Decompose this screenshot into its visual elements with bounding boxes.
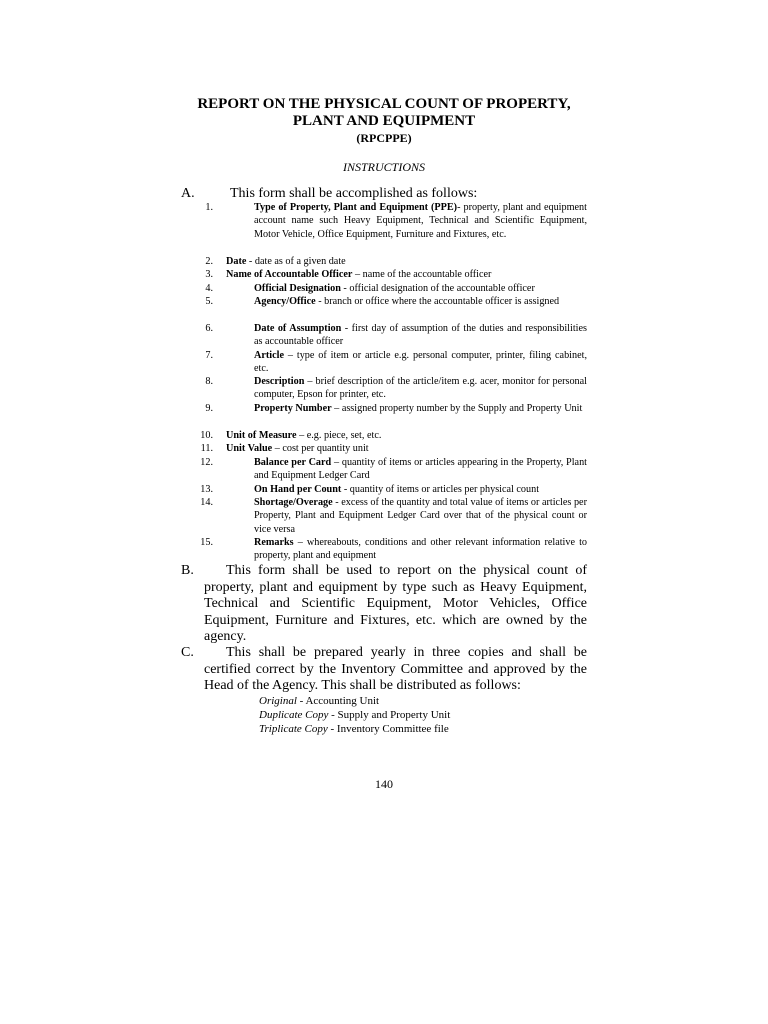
item-term: Date of Assumption (254, 323, 342, 334)
item-description: type of item or article e.g. personal computer, printer, filing cabinet, etc. (254, 350, 587, 375)
item-separator: – (283, 350, 297, 361)
item-number: 8. (205, 376, 213, 387)
item-body (226, 442, 588, 455)
item-separator: – (331, 403, 342, 414)
item-body (254, 536, 587, 563)
copy-recipient: Inventory Committee file (336, 723, 449, 735)
item-description: excess of the quantity and total value of items or articles per Property, Plant and Equipment Ledger Card over that of the physical count or vice versa (254, 497, 587, 535)
item-term: Official Designation (254, 283, 341, 294)
copy-name: Triplicate Copy (259, 723, 328, 735)
section-b-letter: B. (181, 563, 194, 578)
item-number: 4. (205, 283, 213, 294)
item-term: Type of Property, Plant and Equipment (PPE) (254, 202, 458, 213)
item-description: official designation of the accountable officer (349, 283, 535, 294)
item-separator: - (315, 296, 325, 307)
copy-name: Duplicate Copy (259, 709, 329, 721)
section-a-letter: A. (181, 186, 195, 201)
distribution-line: Triplicate Copy - Inventory Committee file (259, 723, 449, 735)
distribution-line: Original - Accounting Unit (259, 695, 380, 707)
item-body (254, 349, 587, 376)
item-separator: – (304, 376, 316, 387)
item-separator: - (341, 484, 350, 495)
section-b-paragraph: This form shall be used to report on the physical count of property, plant and equipment by type such as Heavy Equipment, Technical and Scientific Equipment, Motor Vehicles, Office Equipment, Furniture and Fixtures, etc. which are owned by the agency. (204, 563, 587, 644)
item-body (254, 496, 587, 536)
item-body (254, 375, 587, 402)
item-description: e.g. piece, set, etc. (306, 430, 382, 441)
item-number: 11. (200, 443, 213, 454)
item-separator: – (352, 269, 363, 280)
item-body (254, 282, 587, 295)
report-title-line-1: REPORT ON THE PHYSICAL COUNT OF PROPERTY, (197, 96, 571, 112)
item-separator: - (341, 323, 352, 334)
item-term: Unit Value (226, 443, 273, 454)
item-separator: - (246, 256, 255, 267)
copy-recipient: Supply and Property Unit (337, 709, 451, 721)
section-a-text: This form shall be accomplished as follows: (230, 186, 478, 201)
item-body (254, 295, 587, 308)
item-number: 13. (200, 484, 213, 495)
item-separator: – (293, 537, 307, 548)
item-separator: – (331, 457, 342, 468)
item-term: Property Number (254, 403, 332, 414)
item-description: date as of a given date (254, 256, 346, 267)
item-description: first day of assumption of the duties and responsibilities as accountable officer (254, 323, 587, 348)
item-term: Article (254, 350, 284, 361)
item-separator: - (332, 497, 342, 508)
item-description: assigned property number by the Supply and Property Unit (341, 403, 583, 414)
section-c-paragraph: This shall be prepared yearly in three copies and shall be certified correct by the Inventory Committee and approved by the Head of the Agency. This shall be distributed as follows: (204, 645, 587, 693)
item-number: 10. (200, 430, 213, 441)
instructions-heading: INSTRUCTIONS (342, 160, 425, 174)
item-term: Agency/Office (254, 296, 316, 307)
page-number: 140 (375, 777, 393, 791)
item-number: 2. (205, 256, 213, 267)
item-separator: - (340, 283, 350, 294)
section-c-text (204, 645, 587, 695)
item-term: Remarks (254, 537, 294, 548)
item-body (254, 322, 587, 349)
section-c-letter: C. (181, 645, 194, 660)
item-term: On Hand per Count (254, 484, 342, 495)
item-number: 5. (205, 296, 213, 307)
item-number: 6. (205, 323, 213, 334)
item-number: 3. (205, 269, 213, 280)
item-separator: – (296, 430, 307, 441)
item-description: quantity of items or articles per physical count (349, 484, 540, 495)
item-term: Date (226, 256, 247, 267)
item-description: property, plant and equipment account name such Heavy Equipment, Technical and Scientific Equipment, Motor Vehicle, Office Equipment, Furniture and Fixtures, etc. (254, 202, 587, 240)
item-body (226, 268, 588, 281)
item-body (226, 429, 588, 442)
item-number: 14. (200, 497, 213, 508)
item-number: 9. (205, 403, 213, 414)
item-term: Balance per Card (254, 457, 332, 468)
item-term: Description (254, 376, 305, 387)
report-title-line-2: PLANT AND EQUIPMENT (292, 113, 476, 129)
item-term: Name of Accountable Officer (226, 269, 353, 280)
copy-recipient: Accounting Unit (305, 695, 380, 707)
item-description: branch or office where the accountable officer is assigned (324, 296, 560, 307)
item-number: 7. (205, 350, 213, 361)
item-separator: - (457, 202, 464, 213)
distribution-line: Duplicate Copy - Supply and Property Unit (259, 709, 451, 721)
item-description: quantity of items or articles appearing in the Property, Plant and Equipment Ledger Card (254, 457, 588, 482)
item-body (254, 456, 587, 483)
item-body (254, 402, 587, 415)
report-abbreviation: (RPCPPE) (356, 131, 412, 145)
section-b-text (204, 563, 587, 646)
item-body (254, 201, 587, 241)
item-number: 15. (200, 537, 213, 548)
item-body (254, 483, 587, 496)
item-term: Shortage/Overage (254, 497, 333, 508)
item-description: name of the accountable officer (362, 269, 492, 280)
item-separator: – (272, 443, 283, 454)
item-number: 12. (200, 457, 213, 468)
item-description: whereabouts, conditions and other relevant information relative to property, plant and equipment (254, 537, 588, 562)
item-body (226, 255, 588, 268)
item-description: brief description of the article/item e.g. acer, monitor for personal computer, Epson for printer, etc. (254, 376, 587, 401)
copy-name: Original (259, 695, 297, 707)
item-number: 1. (205, 202, 213, 213)
item-description: cost per quantity unit (282, 443, 369, 454)
item-term: Unit of Measure (226, 430, 297, 441)
